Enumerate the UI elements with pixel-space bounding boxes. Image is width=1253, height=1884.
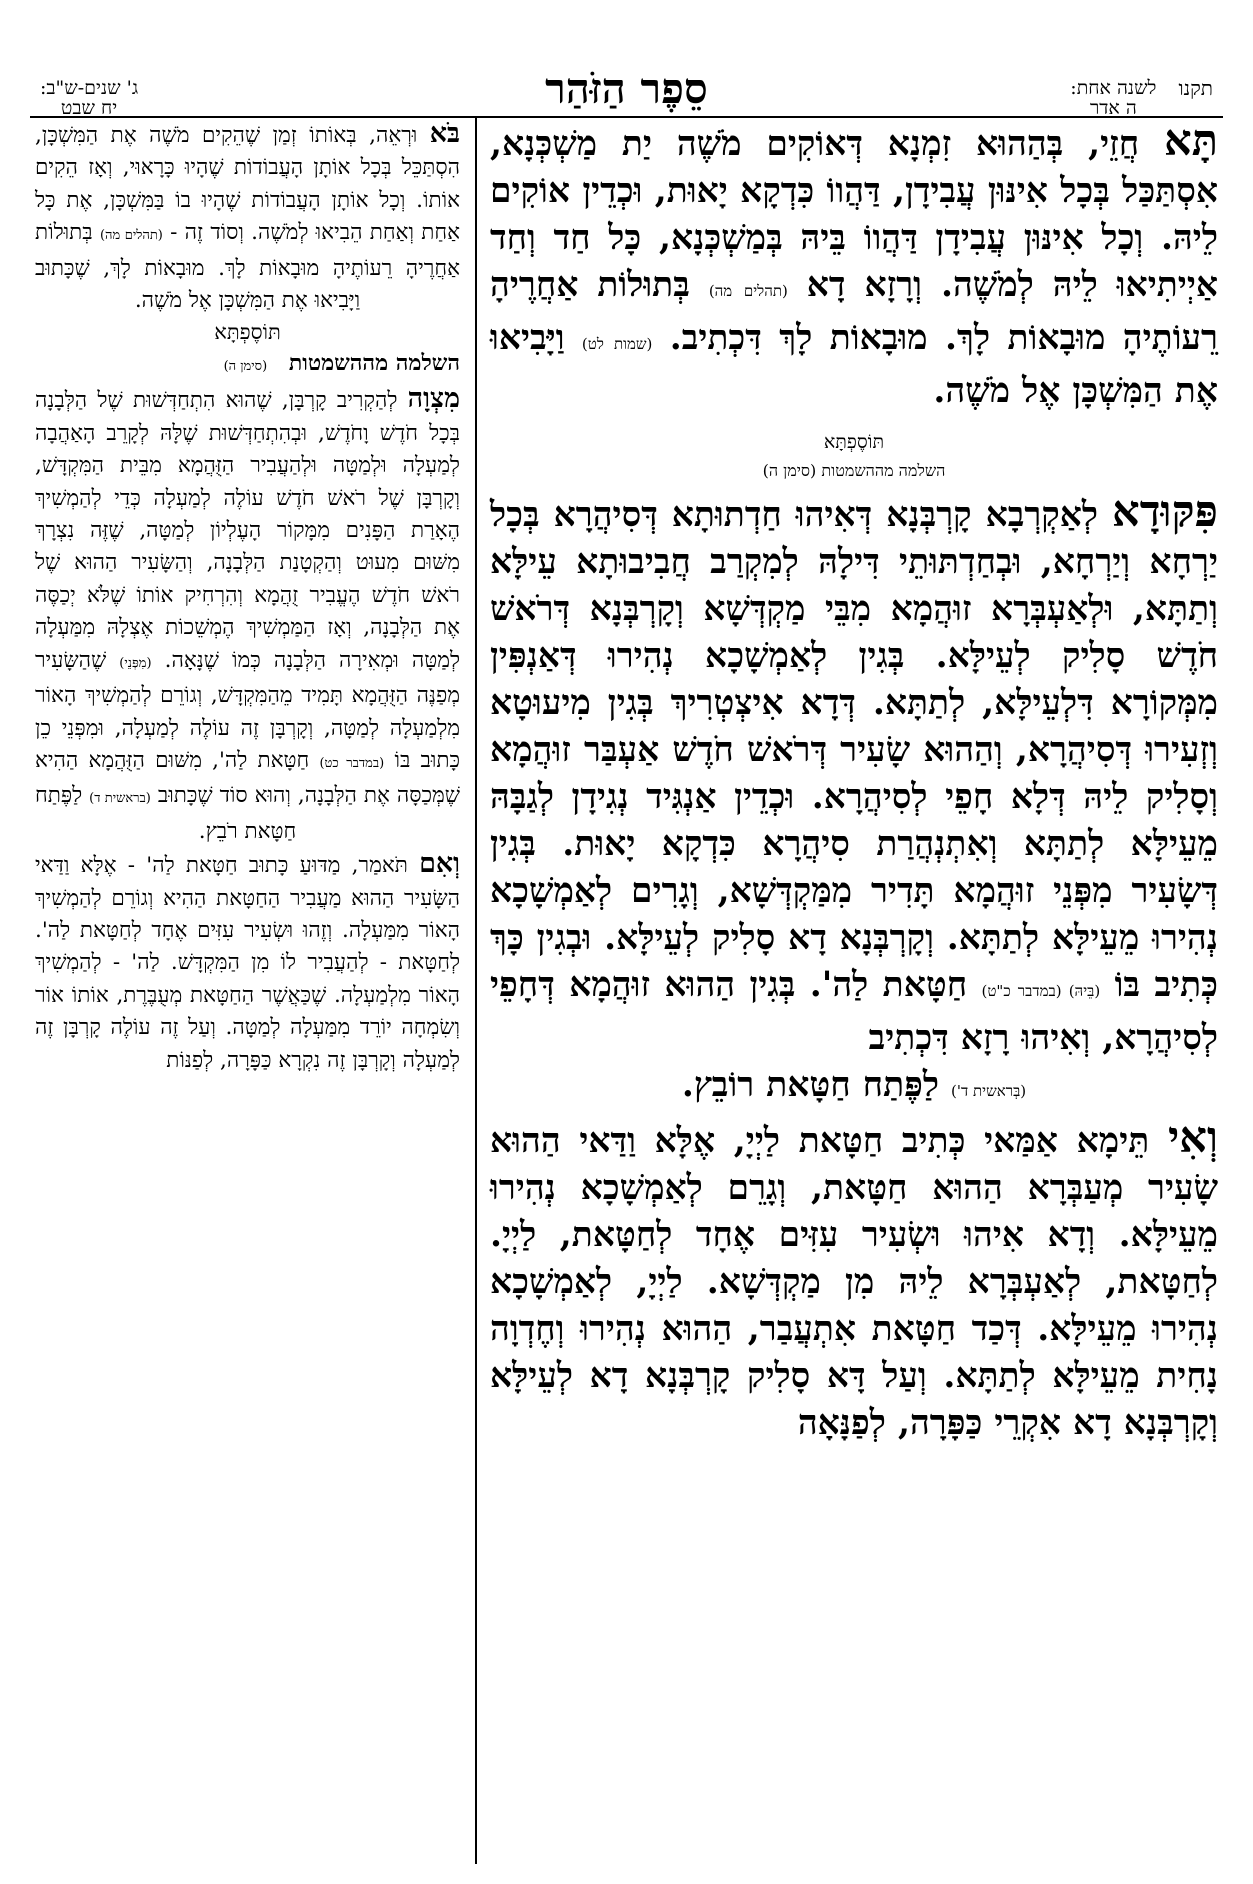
main-p2-text3: לַפֶּתַח חַטָּאת רוֹבֵץ. (681, 1065, 940, 1105)
main-p3-lead: וְאִי (1167, 1113, 1218, 1163)
translation-p2-ref-a: (מִפְּנֵי) (119, 655, 152, 671)
translation-p1-lead: בֹּא (429, 118, 460, 149)
main-p2-text2: חַטָּאת לַה'. בְּגִין הַהוּא זוּהֲמָא דְּחָפֵי לְסִיהֲרָא, וְאִיהוּ רָזָא דִּכְתִיב (490, 965, 1218, 1058)
main-p2-ref2: (בְּראשית ד') (951, 1082, 1027, 1100)
main-column (490, 118, 1218, 1447)
translation-paragraph-2 (35, 383, 460, 848)
translation-p2-text3: חַטָּאת לַה', מִשּׁוּם הַזֻּהֲמָא הַהִיא שֶׁמְּכַסָּה אֶת הַלְּבָנָה, וְהוּא סוֹד שֶׁכָּתוּב (35, 747, 460, 809)
column-divider (475, 118, 477, 1864)
translation-p2-ref-c: (בראשית ד) (89, 791, 151, 807)
main-supplement-heading: השלמה מההשמטות (סימן ה) (762, 461, 946, 480)
translation-supplement-ref: (סימן ה) (223, 359, 268, 375)
translation-tosefta-heading: תּוֹסֶפְתָּא (214, 320, 281, 345)
translation-p1-text2: בְּתוּלוֹת אַחֲרֶיהָ רֵעוֹתֶיהָ מוּבָאוֹת לָךְ. מוּבָאוֹת לָךְ, שֶׁכָּתוּב וַיָּבִיאוּ אֶת הַמִּשְׁכָּן אֶל מֹשֶׁה. (35, 220, 460, 314)
main-paragraph-3 (490, 1115, 1218, 1447)
translation-column (35, 118, 460, 1077)
main-paragraph-2 (490, 489, 1218, 1062)
translation-paragraph-3 (35, 848, 460, 1077)
main-p1-text2: בְּתוּלוֹת אַחֲרֶיהָ רֵעוֹתֶיהָ מוּבָאוֹת לָךְ. מוּבָאוֹת לָךְ דִּכְתִיב. (490, 265, 1219, 358)
tiqunim-label: תקנו (1178, 76, 1213, 100)
main-p1-text: חֲזֵי, בְּהַהוּא זִמְנָא דְּאוֹקִים מֹשֶׁה יַת מַשְׁכְּנָא, אִסְתַּכַּל בְּכָל אִינּוּן עֲבִידָן, דַּהֲווֹ כִּדְקָא יָאוּת, וּכְדֵין אוֹקִים לֵיהּ. וְכָל אִינּוּן עֲבִידָן דַּהֲווֹ בֵּיהּ בְּמַשְׁכְּנָא, כָּל חַד וְחַד אַיְיתִיאוּ לֵיהּ לְמֹשֶׁה. וְרָזָא דָא (490, 124, 1219, 305)
translation-p3-lead: וְאִם (419, 848, 461, 880)
translation-supplement-heading (35, 347, 460, 383)
translation-paragraph-1 (35, 118, 460, 317)
translation-p2-text4: לַפֶּתַח חַטָּאת רֹבֵץ. (35, 783, 297, 844)
translation-p3-text: תֹּאמַר, מַדּוּעַ כָּתוּב חַטָּאת לַה' - אֶלָּא וַדַּאי הַשָּׂעִיר הַהוּא מַעֲבִיר הַחַטָּאת הַהִיא וְגוֹרֵם לְהַמְשִׁיךְ הָאוֹר מִמַּעְלָה. וְזֶהוּ וּשְׂעִיר עִזִּים אֶחָד לְחַטָּאת לַה'. לְחַטָּאת - לְהַעֲבִיר לוֹ מִן הַמִּקְדָּשׁ. לַה' - לְהַמְשִׁיךְ הָאוֹר מִלְמַעְלָה. שֶׁכַּאֲשֶׁר הַחַטָּאת מְעֻבֶּרֶת, אוֹתוֹ אוֹר וְשִׂמְחָה יוֹרֵד מִמַּעְלָה לְמַטָּה. וְעַל זֶה עוֹלֶה קָרְבָּן זֶה לְמַעְלָה וְקָרְבָּן זֶה נִקְרָא כַּפָּרָה, לְפַנּוֹת (35, 853, 460, 1073)
translation-p2-text: לְהַקְרִיב קָרְבָּן, שֶׁהוּא הִתְחַדְּשׁוּת שֶׁל הַלְּבָנָה בְּכָל חֹדֶשׁ וָחֹדֶשׁ, וּבְהִתְחַדְּשׁוּת שֶׁלָּהּ לְקָרֵב הָאַהֲבָה לְמַעְלָה וּלְמַטָּה וּלְהַעֲבִיר הַזֻּהֲמָא מִבֵּית הַמִּקְדָּשׁ, וְקָרְבָּן שֶׁל רֹאשׁ חֹדֶשׁ עוֹלֶה לְמַעְלָה כְּדֵי לְהַמְשִׁיךְ הֶאָרַת הַפָּנִים מִמָּקוֹר הָעֶלְיוֹן לְמַטָּה, שֶׁזֶּה נִצְרָךְ מִשּׁוּם מִעוּט וְהַקְטָנַת הַלְּבָנָה, וְהַשָּׂעִיר הַהוּא שֶׁל רֹאשׁ חֹדֶשׁ הֶעֱבִיר זֻהֲמָא וְהִרְחִיק אוֹתוֹ שֶׁלֹּא יְכַסֶּה אֶת הַלְּבָנָה, וְאָז הַמַּמְשִׁיךְ הֶמְשֵׁכוֹת אֶצְלָהּ מִמַּעְלָה לְמַטָּה וּמְאִירָה הַלְּבָנָה כְּמוֹ שֶׁנָּאָה. (35, 388, 460, 673)
book-title: סֵפֶר הַזֹּהַר (545, 64, 708, 113)
translation-p2-ref-b: (במדבר כט) (319, 755, 385, 771)
main-p1-ref2: (שמות לט) (581, 335, 653, 353)
translation-p2-lead: מִצְוָה (407, 383, 460, 415)
main-p3-text: תֵּימָא אַמַּאי כְּתִיב חַטָּאת לַיְיָ, אֶלָּא וַדַּאי הַהוּא שָׂעִיר מְעַבְּרָא הַהוּא חַטָּאת, וְגָרֵם לְאַמְשָׁכָא נְהִירוּ מֵעֵילָּא. וְדָא אִיהוּ וּשְׂעִיר עִזִּים אֶחָד לְחַטָּאת, לַיְיָ. לְחַטָּאת, לְאַעְבְּרָא לֵיהּ מִן מַקְדְּשָׁא. לַיְיָ, לְאַמְשָׁכָא נְהִירוּ מֵעֵילָּא. דְּכַד חַטָּאת אִתְעֲבַר, הַהוּא נְהִירוּ וְחֶדְוָה נָחִית מֵעֵילָּא לְתַתָּא. וְעַל דָּא סָלִיק קָרְבְּנָא דָא לְעֵילָּא וְקָרְבְּנָא דָא אִקְרֵי כַּפָּרָה, לְפַנָּאָה (490, 1121, 1218, 1443)
translation-p1-ref: (תהלים מה) (99, 228, 163, 244)
main-p2-text: לְאַקְרְבָא קָרְבְּנָא דְּאִיהוּ חַדְתוּתָא דְּסִיהֲרָא בְּכָל יַרְחָא וְיַרְחָא, וּבְחַדְתּוּתֵי דִּילָהּ לְמִקְרַב חֲבִיבוּתָא עֵילָּא וְתַתָּא, וּלְאַעְבְּרָא זוּהֲמָא מִבֵּי מַקְדְּשָׁא וְקָרְבְּנָא דְּרֹאשׁ חֹדֶשׁ סָלִיק לְעֵילָּא. בְּגִין לְאַמְשָׁכָא נְהִירוּ דְּאַנְפִּין מִמְּקוֹרָא דִּלְעֵילָּא, לְתַתָּא. דְּדָא אִיצְטְרִיךְ בְּגִין מִיעוּטָא וְזְעִירוּ דְּסִיהֲרָא, וְהַהוּא שָׂעִיר דְּרֹאשׁ חֹדֶשׁ אַעְבַּר זוּהֲמָא וְסָלִיק לֵיהּ דְּלָא חָפֵי לְסִיהֲרָא. וּכְדֵין אַנְגִּיד נְגִידָן לְגַבָּהּ מֵעֵילָּא לְתַתָּא וְאִתְנְהֲרַת סִיהֲרָא כִּדְקָא יָאוּת. בְּגִין דְּשָׂעִיר מִפְּנֵי זוּהֲמָא תָּדִיר מִמַּקְדְּשָׁא, וְגָרִים לְאַמְשָׁכָא נְהִירוּ מֵעֵילָּא לְתַתָּא. וְקָרְבְּנָא דָא סָלִיק לְעֵילָּא. וּבְגִין כָּךְ כְּתִיב בּוֹ (490, 495, 1219, 1005)
translation-p1-text: וּרְאֵה, בְּאוֹתוֹ זְמַן שֶׁהֵקִים מֹשֶׁה אֶת הַמִּשְׁכָּן, הִסְתַּכֵּל בְּכָל אוֹתָן הָעֲבוֹדוֹת שֶׁהָיוּ כָּרָאוּי, וְאָז הֵקִים אוֹתוֹ. וְכָל אוֹתָן הָעֲבוֹדוֹת שֶׁהָיוּ בוֹ בַּמִּשְׁכָּן, אֶת כָּל אַחַת וְאַחַת הֵבִיאוּ לְמֹשֶׁה. וְסוֹד זֶה - (35, 123, 460, 246)
three-year-date: יח שבט (60, 97, 118, 119)
three-year-label: ג' שנים-ש"ב: (40, 77, 139, 99)
main-p2-closing (490, 1062, 1218, 1115)
main-p2-lead: פִּקּוּדָא (1112, 487, 1218, 537)
translation-supplement-title: השלמה מההשמטות (288, 350, 460, 377)
header-left (40, 78, 138, 118)
translation-p2-text2: שֶׁהַשָּׂעִיר מְפַנֶּה הַזֻּהֲמָא תָּמִיד מֵהַמִּקְדָּשׁ, וְגוֹרֵם לְהַמְשִׁיךְ הָאוֹר מִלְמַעְלָה לְמַטָּה, וְקָרְבָּן זֶה עוֹלֶה לְמַעְלָה, וּמִפְּנֵי כֵן כָּתוּב בּוֹ (35, 647, 460, 773)
main-p1-text3: וַיָּבִיאוּ אֶת הַמִּשְׁכָּן אֶל מֹשֶׁה. (490, 318, 1218, 411)
one-year-date: ה אדר (1089, 97, 1137, 119)
main-p2-ref1: (בֵּיהּ) (במדבר כ"ט) (981, 982, 1101, 1000)
main-tosefta-heading: תּוֹסֶפְתָּא (823, 431, 885, 453)
main-p1-ref1: (תהלים מה) (708, 282, 788, 300)
main-p1-lead: תָּא (1164, 116, 1218, 166)
main-paragraph-1 (490, 118, 1218, 415)
one-year-label: לשנה אחת: (1070, 77, 1157, 99)
